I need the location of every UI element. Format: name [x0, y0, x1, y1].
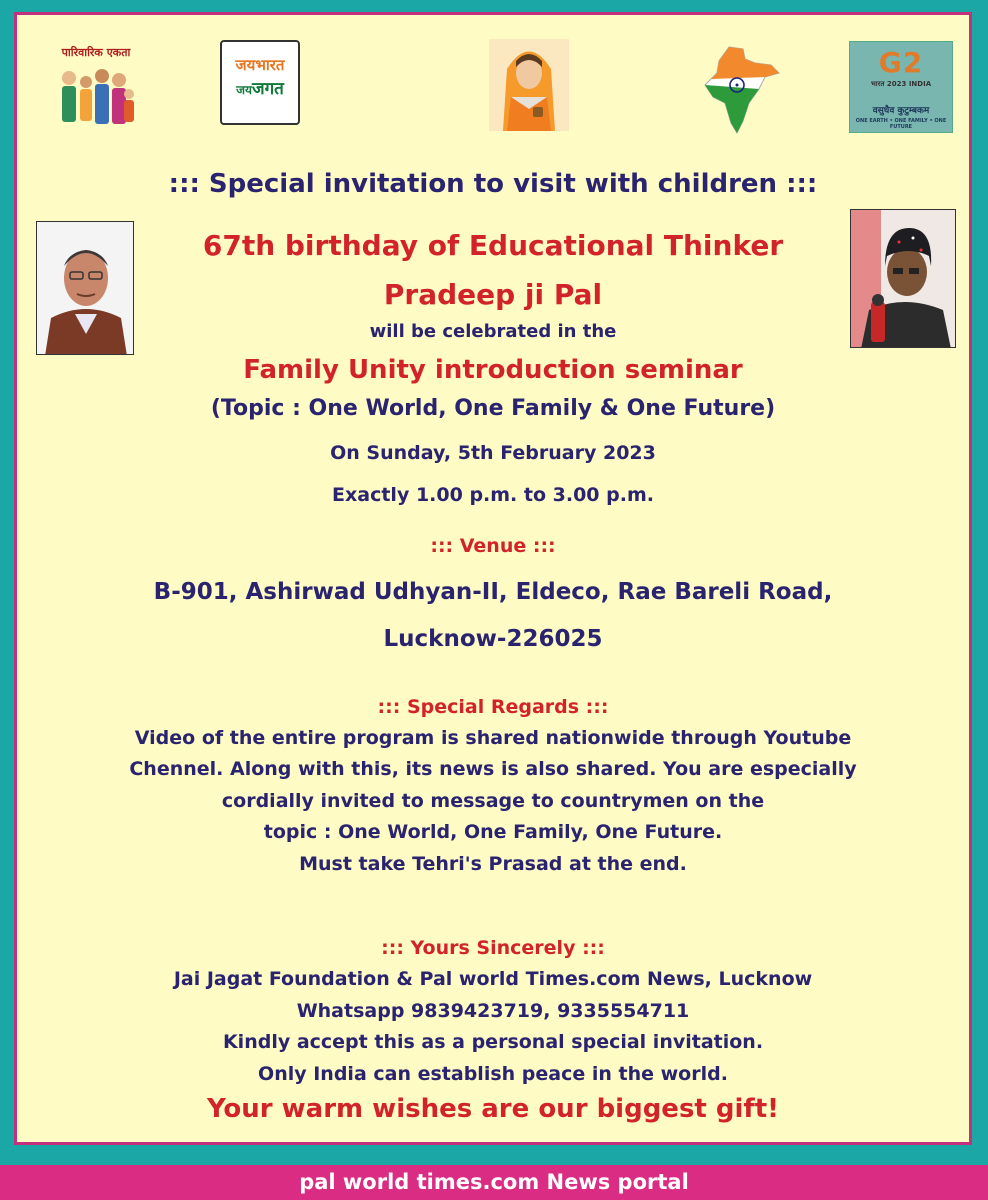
venue-heading: ::: Venue :::: [430, 535, 556, 557]
honoree-name: Pradeep ji Pal: [383, 278, 603, 311]
seminar-title: Family Unity introduction seminar: [243, 355, 743, 385]
invitation-card: [14, 12, 972, 1145]
event-date: On Sunday, 5th February 2023: [330, 442, 656, 464]
event-time: Exactly 1.00 p.m. to 3.00 p.m.: [332, 484, 654, 506]
family-illustration: [55, 60, 137, 134]
sincerely-text-line: Whatsapp 9839423719, 9335554711: [296, 1000, 690, 1022]
regards-text-line: Chennel. Along with this, its news is also shared. You are especially: [129, 758, 857, 780]
g20-english-motto: ONE EARTH • ONE FAMILY • ONE FUTURE: [855, 118, 947, 130]
yours-sincerely-heading: ::: Yours Sincerely :::: [381, 937, 605, 959]
woman-portrait-icon: [489, 39, 569, 131]
family-unity-logo: [55, 43, 137, 137]
regards-text-line: cordially invited to message to countrymen on the: [221, 790, 765, 812]
celebrated-line: will be celebrated in the: [369, 321, 617, 342]
footer-banner: pal world times.com News portal: [0, 1165, 988, 1200]
sincerely-text-line: Only India can establish peace in the world.: [258, 1063, 728, 1085]
sincerely-text-line: Jai Jagat Foundation & Pal world Times.com News, Lucknow: [173, 968, 813, 990]
historical-figure-portrait: [489, 39, 569, 131]
jai-bharat-jai-jagat-logo: [220, 40, 300, 125]
jagat-text: जगत: [252, 79, 284, 99]
closing-message: Your warm wishes are our biggest gift!: [206, 1094, 780, 1124]
jai-text-2: जय: [236, 83, 252, 97]
bharat-text: भारत: [255, 56, 285, 74]
g20-title: G2: [878, 46, 924, 79]
venue-address-line1: B-901, Ashirwad Udhyan-II, Eldeco, Rae Bareli Road,: [153, 579, 833, 605]
regards-text-line: topic : One World, One Family, One Future.: [263, 821, 723, 843]
g20-subtitle: भारत 2023 INDIA: [870, 80, 932, 88]
india-map-logo: [699, 43, 783, 137]
g20-logo: [849, 41, 953, 133]
regards-text-line: Video of the entire program is shared nationwide through Youtube: [134, 727, 852, 749]
special-regards-heading: ::: Special Regards :::: [377, 696, 609, 718]
family-unity-caption: पारिवारिक एकता: [61, 46, 131, 59]
seminar-topic: (Topic : One World, One Family & One Future): [210, 396, 776, 421]
birthday-title: 67th birthday of Educational Thinker: [202, 229, 784, 262]
regards-text-line: Must take Tehri's Prasad at the end.: [299, 853, 687, 875]
sincerely-text-line: Kindly accept this as a personal special invitation.: [222, 1031, 764, 1053]
g20-hindi-motto: वसुधैव कुटुम्बकम: [872, 106, 930, 116]
india-map-flag-icon: [699, 43, 783, 137]
venue-address-line2: Lucknow-226025: [383, 626, 603, 652]
special-invitation-header: ::: Special invitation to visit with children :::: [168, 169, 818, 199]
jai-text: जय: [235, 56, 256, 74]
